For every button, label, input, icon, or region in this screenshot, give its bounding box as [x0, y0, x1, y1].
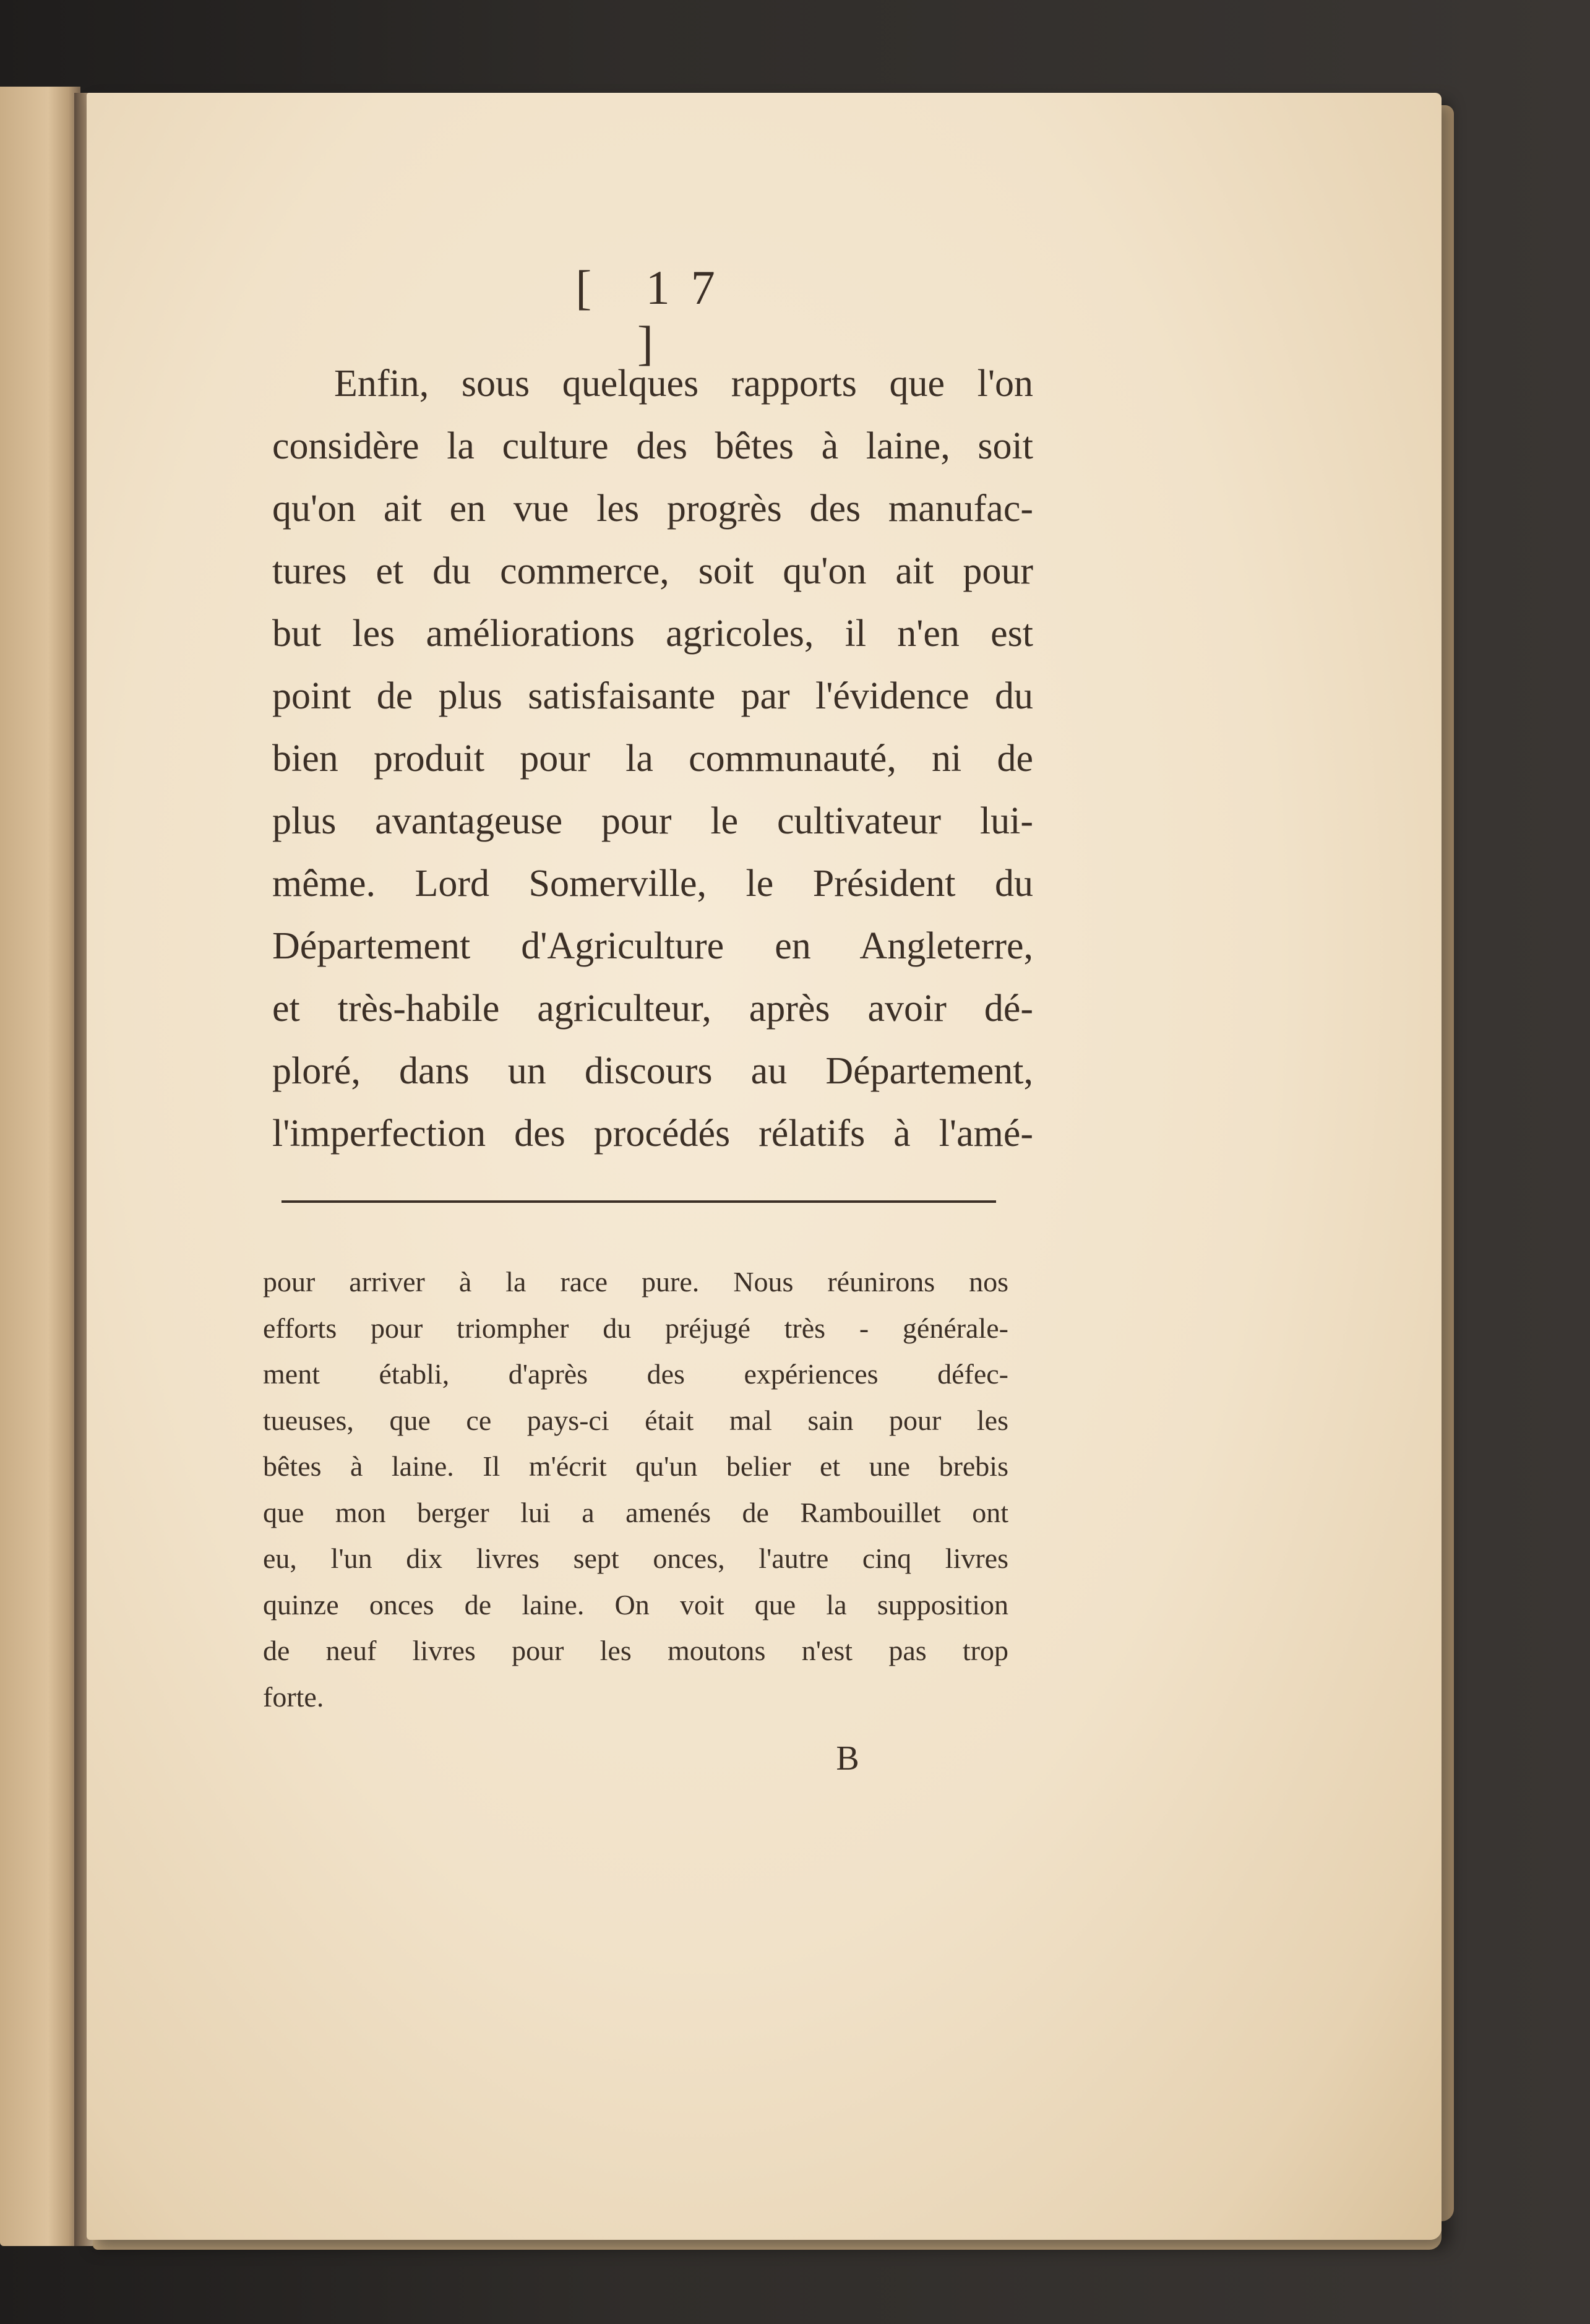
text-line: bien produit pour la communauté, ni de: [272, 738, 1033, 780]
facing-page-edge: [0, 87, 80, 2246]
footnote-line: de neuf livres pour les moutons n'est pas trop: [263, 1635, 1008, 1666]
footnote-line: pour arriver à la race pure. Nous réunirons nos: [263, 1266, 1008, 1298]
text-line: même. Lord Somerville, le Président du: [272, 863, 1033, 905]
footnote-line: tueuses, que ce pays-ci était mal sain pour les: [263, 1404, 1008, 1436]
footnote-line: forte.: [263, 1681, 324, 1713]
footnote-line: ment établi, d'après des expériences défec-: [263, 1358, 1008, 1390]
text-line: qu'on ait en vue les progrès des manufac-: [272, 488, 1033, 530]
text-line: et très-habile agriculteur, après avoir dé-: [272, 988, 1033, 1030]
page-number-header: [ 17 ]: [575, 260, 736, 370]
text-line: l'imperfection des procédés rélatifs à l'amé-: [272, 1113, 1033, 1155]
footnote-rule: [281, 1200, 996, 1203]
text-line: considère la culture des bêtes à laine, soit: [272, 425, 1033, 467]
footnote-line: quinze onces de laine. On voit que la supposition: [263, 1588, 1008, 1620]
text-line: Département d'Agriculture en Angleterre,: [272, 925, 1033, 967]
text-line: ploré, dans un discours au Département,: [272, 1050, 1033, 1092]
footnote-line: eu, l'un dix livres sept onces, l'autre cinq livres: [263, 1543, 1008, 1574]
footnote: [263, 1259, 1008, 1720]
signature-mark: B: [836, 1739, 859, 1778]
text-line: plus avantageuse pour le cultivateur lui-: [272, 800, 1033, 842]
footnote-line: efforts pour triompher du préjugé très - générale-: [263, 1312, 1008, 1344]
text-line: point de plus satisfaisante par l'évidence du: [272, 675, 1033, 717]
text-line: but les améliorations agricoles, il n'en est: [272, 613, 1033, 655]
text-line: tures et du commerce, soit qu'on ait pour: [272, 550, 1033, 592]
text-line: Enfin, sous quelques rapports que l'on: [334, 363, 1033, 405]
footnote-line: que mon berger lui a amenés de Rambouillet ont: [263, 1496, 1008, 1528]
main-text: [272, 353, 1033, 1165]
footnote-line: bêtes à laine. Il m'écrit qu'un belier et une brebis: [263, 1450, 1008, 1482]
